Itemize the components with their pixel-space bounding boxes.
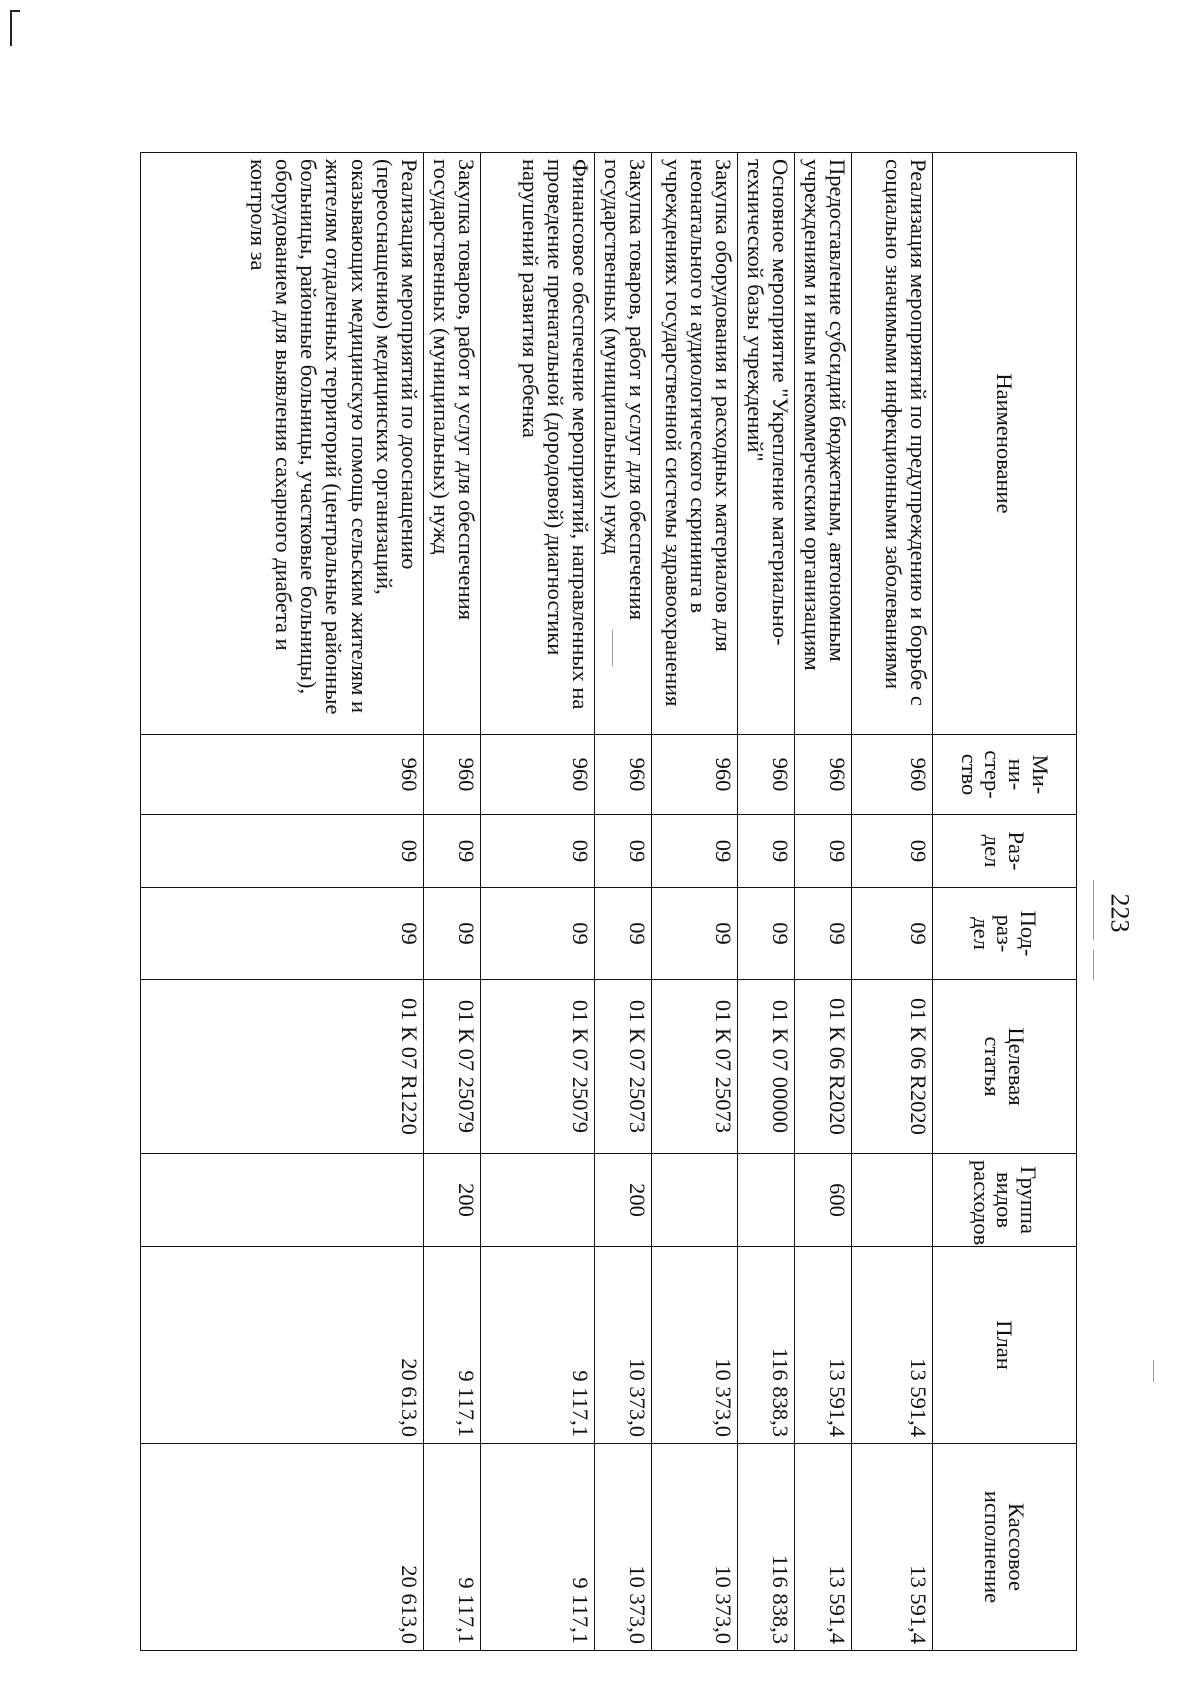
row-target-article: 01 К 07 25073 (652, 980, 738, 1154)
table-row (738, 153, 795, 1651)
row-cash-execution: 116 838,3 (738, 1444, 795, 1651)
table-row (481, 153, 595, 1651)
row-subsection: 09 (424, 888, 481, 980)
page-number: 223 (1105, 893, 1135, 933)
row-cash-execution: 9 117,1 (424, 1444, 481, 1651)
row-expense-group: 600 (795, 1154, 852, 1247)
header-target-article: Целевая статья (933, 980, 1077, 1154)
row-ministry: 960 (738, 735, 795, 815)
row-expense-group (652, 1154, 738, 1247)
row-expense-group (852, 1154, 933, 1247)
row-target-article: 01 К 06 R2020 (795, 980, 852, 1154)
row-plan: 13 591,4 (852, 1247, 933, 1444)
row-target-article: 01 К 07 25073 (595, 980, 652, 1154)
row-section: 09 (852, 815, 933, 888)
header-cash-execution: Кассовое исполнение (933, 1444, 1077, 1651)
row-target-article: 01 К 07 00000 (738, 980, 795, 1154)
row-subsection: 09 (852, 888, 933, 980)
row-expense-group (481, 1154, 595, 1247)
row-section: 09 (595, 815, 652, 888)
row-name: Реализация мероприятий по предупреждению и борьбе с социально значимыми инфекционными заболеваниями (852, 153, 933, 735)
table-row (852, 153, 933, 1651)
row-subsection: 09 (481, 888, 595, 980)
row-plan: 10 373,0 (652, 1247, 738, 1444)
row-cash-execution: 10 373,0 (652, 1444, 738, 1651)
header-plan: План (933, 1247, 1077, 1444)
header-section: Раз- дел (933, 815, 1077, 888)
row-expense-group: 200 (595, 1154, 652, 1247)
row-section: 09 (795, 815, 852, 888)
row-expense-group (738, 1154, 795, 1247)
row-cash-execution: 10 373,0 (595, 1444, 652, 1651)
row-name: Закупка товаров, работ и услуг для обеспечения государственных (муниципальных) нужд (424, 153, 481, 735)
row-plan: 13 591,4 (795, 1247, 852, 1444)
table-row (595, 153, 652, 1651)
row-ministry: 960 (852, 735, 933, 815)
row-name: Предоставление субсидий бюджетным, автономным учреждениям и иным некоммерческим организациям (795, 153, 852, 735)
row-plan: 20 613,0 (141, 1247, 424, 1444)
table-row (424, 153, 481, 1651)
row-cash-execution: 20 613,0 (141, 1444, 424, 1651)
row-subsection: 09 (738, 888, 795, 980)
row-plan: 116 838,3 (738, 1247, 795, 1444)
table-header-row (933, 153, 1077, 1651)
row-subsection: 09 (141, 888, 424, 980)
row-ministry: 960 (481, 735, 595, 815)
scan-corner-mark (10, 10, 20, 46)
row-cash-execution: 13 591,4 (795, 1444, 852, 1651)
table-row (795, 153, 852, 1651)
row-subsection: 09 (795, 888, 852, 980)
row-plan: 9 117,1 (424, 1247, 481, 1444)
row-ministry: 960 (652, 735, 738, 815)
table-row (141, 153, 424, 1651)
row-cash-execution: 9 117,1 (481, 1444, 595, 1651)
header-expense-group: Группа видов расходов (933, 1154, 1077, 1247)
row-ministry: 960 (595, 735, 652, 815)
row-section: 09 (481, 815, 595, 888)
row-ministry: 960 (141, 735, 424, 815)
table-row (652, 153, 738, 1651)
row-plan: 10 373,0 (595, 1247, 652, 1444)
header-ministry: Ми- ни- стер- ство (933, 735, 1077, 815)
row-section: 09 (738, 815, 795, 888)
row-target-article: 01 К 07 R1220 (141, 980, 424, 1154)
row-expense-group: 200 (424, 1154, 481, 1247)
budget-table (140, 152, 1077, 1651)
row-ministry: 960 (424, 735, 481, 815)
row-section: 09 (424, 815, 481, 888)
scan-dash (1153, 1360, 1154, 1382)
row-target-article: 01 К 07 25079 (481, 980, 595, 1154)
row-section: 09 (141, 815, 424, 888)
row-cash-execution: 13 591,4 (852, 1444, 933, 1651)
row-section: 09 (652, 815, 738, 888)
row-name: Основное мероприятие "Укрепление материально-технической базы учреждений" (738, 153, 795, 735)
scan-dash (1093, 950, 1094, 980)
row-name: Закупка оборудования и расходных материалов для неонатального и аудиологического скрининга в учреждениях государственной системы здравоохранения (652, 153, 738, 735)
row-ministry: 960 (795, 735, 852, 815)
scan-dash (1093, 880, 1094, 940)
rotated-table-wrapper (140, 152, 1077, 1650)
row-name: Закупка товаров, работ и услуг для обеспечения государственных (муниципальных) нужд (595, 153, 652, 735)
row-target-article: 01 К 06 R2020 (852, 980, 933, 1154)
row-plan: 9 117,1 (481, 1247, 595, 1444)
header-name: Наименование (933, 153, 1077, 735)
row-name: Реализация мероприятий по дооснащению (переоснащению) медицинских организаций, оказывающих медицинскую помощь сельским жителям и жителям отдаленных территорий (центральные районные больницы, районные больницы, участковые больницы), оборудованием для выявления сахарного диабета и контроля за (141, 153, 424, 735)
row-name: Финансовое обеспечение мероприятий, направленных на проведение пренатальной (дородовой) диагностики нарушений развития ребенка (481, 153, 595, 735)
row-subsection: 09 (652, 888, 738, 980)
header-subsection: Под- раз- дел (933, 888, 1077, 980)
row-subsection: 09 (595, 888, 652, 980)
row-target-article: 01 К 07 25079 (424, 980, 481, 1154)
row-expense-group (141, 1154, 424, 1247)
